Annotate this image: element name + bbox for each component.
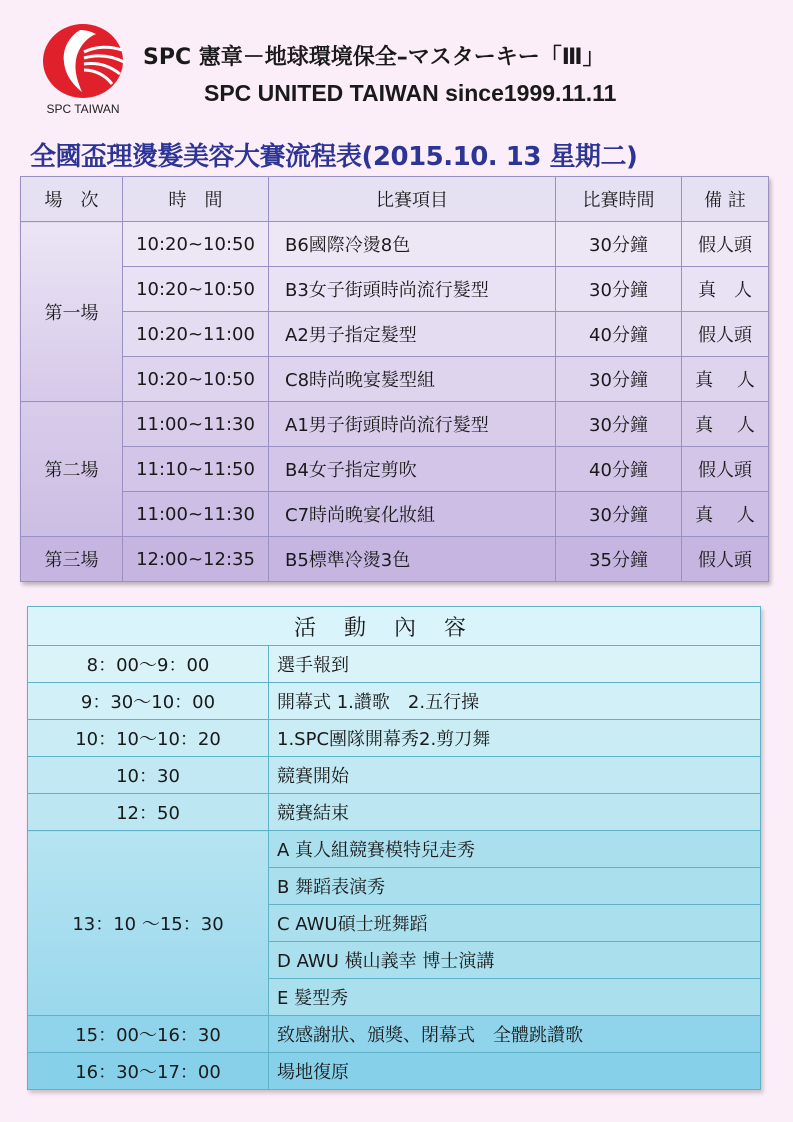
activity-desc: 競賽開始	[269, 757, 761, 794]
event-cell: B5標準冷燙3色	[269, 537, 556, 582]
note-cell: 假人頭	[682, 447, 769, 492]
table-row	[21, 312, 769, 357]
table-row	[28, 831, 761, 868]
table-row	[28, 757, 761, 794]
duration-cell: 35分鐘	[556, 537, 682, 582]
activity-time: 13：10 ～15：30	[28, 831, 269, 1016]
activity-time: 10：10～10：20	[28, 720, 269, 757]
time-cell: 10:20~10:50	[123, 222, 269, 267]
table-row	[28, 1053, 761, 1090]
activity-table	[27, 606, 761, 1090]
activity-header: 活動內容	[28, 607, 761, 646]
page-title: 全國盃理燙髮美容大賽流程表(2015.10. 13 星期二)	[30, 142, 638, 172]
logo-face-icon	[40, 22, 126, 100]
time-cell: 11:00~11:30	[123, 492, 269, 537]
spc-logo	[36, 22, 130, 120]
session-label: 第二場	[21, 402, 123, 537]
note-cell: 假人頭	[682, 222, 769, 267]
table-row	[21, 357, 769, 402]
activity-time: 8：00～9：00	[28, 646, 269, 683]
activity-desc: 場地復原	[269, 1053, 761, 1090]
activity-desc: 開幕式 1.讚歌 2.五行操	[269, 683, 761, 720]
activity-time: 10：30	[28, 757, 269, 794]
header-title-line2: SPC UNITED TAIWAN since1999.11.11	[204, 80, 617, 106]
note-cell: 真 人	[682, 357, 769, 402]
table-row	[21, 402, 769, 447]
duration-cell: 40分鐘	[556, 447, 682, 492]
table-row	[28, 794, 761, 831]
table-row	[28, 683, 761, 720]
time-cell: 10:20~10:50	[123, 267, 269, 312]
activity-time: 12：50	[28, 794, 269, 831]
table-row	[28, 1016, 761, 1053]
col-note: 備 註	[682, 177, 769, 222]
activity-desc: 競賽結束	[269, 794, 761, 831]
col-session: 場 次	[21, 177, 123, 222]
activity-desc: 致感謝狀、頒獎、閉幕式 全體跳讚歌	[269, 1016, 761, 1053]
header-title-line1: SPC 憲章－地球環境保全–マスターキー「Ⅲ」	[143, 45, 605, 70]
table-row	[21, 537, 769, 582]
table-row	[21, 222, 769, 267]
activity-time: 16：30～17：00	[28, 1053, 269, 1090]
time-cell: 10:20~11:00	[123, 312, 269, 357]
event-cell: B4女子指定剪吹	[269, 447, 556, 492]
table-row	[21, 492, 769, 537]
duration-cell: 30分鐘	[556, 492, 682, 537]
activity-desc: A 真人組競賽模特兒走秀	[269, 831, 761, 868]
time-cell: 11:00~11:30	[123, 402, 269, 447]
event-cell: C8時尚晚宴髮型組	[269, 357, 556, 402]
table-row	[28, 720, 761, 757]
note-cell: 假人頭	[682, 312, 769, 357]
logo-text: SPC TAIWAN	[46, 102, 120, 116]
competition-schedule-table	[20, 176, 769, 582]
activity-desc: E 髮型秀	[269, 979, 761, 1016]
table-row	[21, 267, 769, 312]
activity-header-row	[28, 607, 761, 646]
time-cell: 10:20~10:50	[123, 357, 269, 402]
note-cell: 假人頭	[682, 537, 769, 582]
activity-desc: 1.SPC團隊開幕秀2.剪刀舞	[269, 720, 761, 757]
session-label: 第三場	[21, 537, 123, 582]
time-cell: 11:10~11:50	[123, 447, 269, 492]
activity-desc: C AWU碩士班舞蹈	[269, 905, 761, 942]
col-time: 時 間	[123, 177, 269, 222]
event-cell: C7時尚晚宴化妝組	[269, 492, 556, 537]
activity-time: 9：30～10：00	[28, 683, 269, 720]
duration-cell: 30分鐘	[556, 222, 682, 267]
table-row	[28, 646, 761, 683]
note-cell: 真 人	[682, 267, 769, 312]
col-duration: 比賽時間	[556, 177, 682, 222]
event-cell: A2男子指定髮型	[269, 312, 556, 357]
time-cell: 12:00~12:35	[123, 537, 269, 582]
duration-cell: 30分鐘	[556, 402, 682, 447]
col-event: 比賽項目	[269, 177, 556, 222]
event-cell: B6國際冷燙8色	[269, 222, 556, 267]
duration-cell: 30分鐘	[556, 267, 682, 312]
duration-cell: 30分鐘	[556, 357, 682, 402]
schedule-header-row	[21, 177, 769, 222]
table-row	[21, 447, 769, 492]
activity-time: 15：00～16：30	[28, 1016, 269, 1053]
activity-desc: D AWU 橫山義幸 博士演講	[269, 942, 761, 979]
note-cell: 真 人	[682, 492, 769, 537]
activity-desc: 選手報到	[269, 646, 761, 683]
note-cell: 真 人	[682, 402, 769, 447]
event-cell: B3女子街頭時尚流行髮型	[269, 267, 556, 312]
event-cell: A1男子街頭時尚流行髮型	[269, 402, 556, 447]
session-label: 第一場	[21, 222, 123, 402]
activity-desc: B 舞蹈表演秀	[269, 868, 761, 905]
duration-cell: 40分鐘	[556, 312, 682, 357]
